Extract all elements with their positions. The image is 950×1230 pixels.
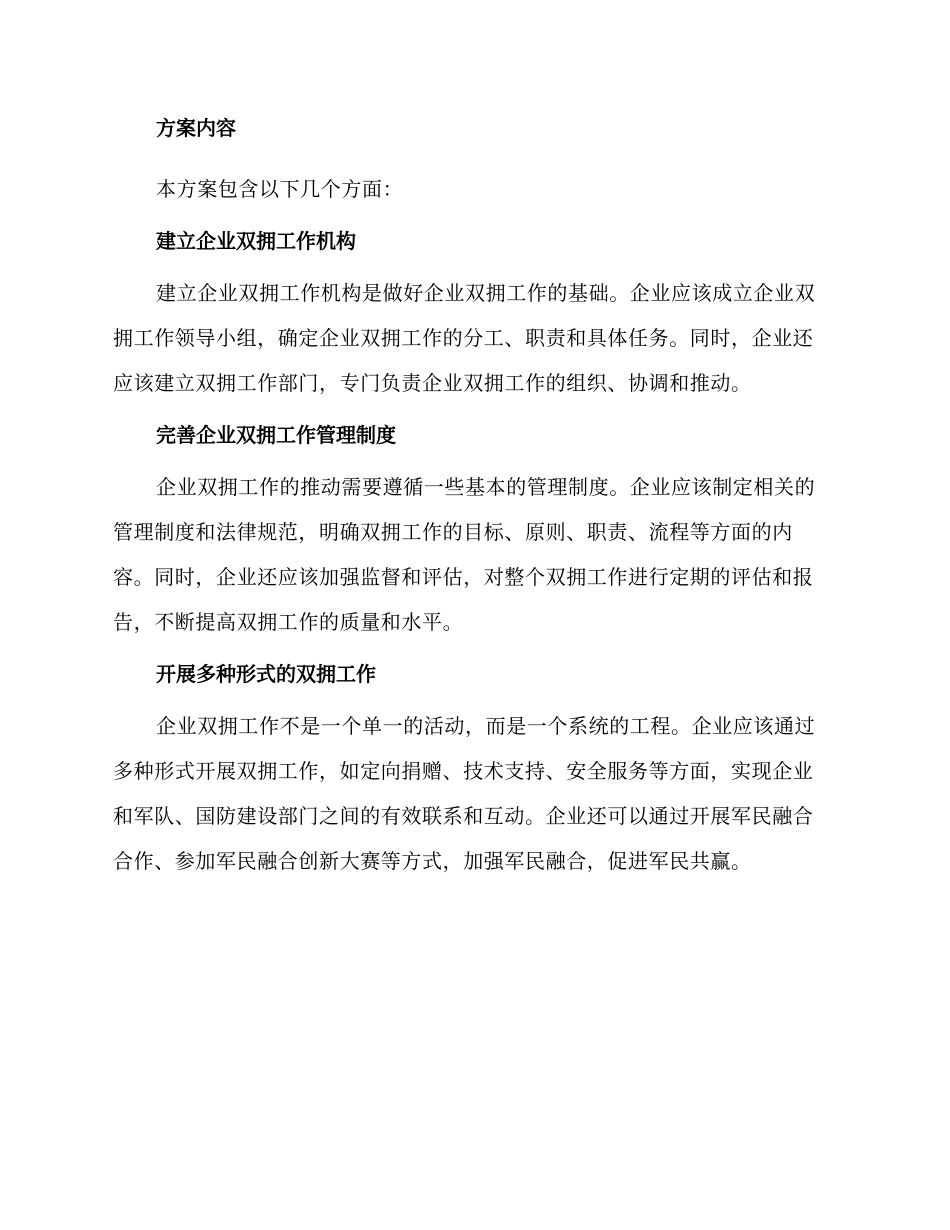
document-body	[113, 112, 833, 884]
subsection-heading-3: 开展多种形式的双拥工作	[156, 662, 376, 686]
intro-paragraph: 本方案包含以下几个方面：	[156, 177, 404, 201]
subsection-body-2: 企业双拥工作的推动需要遵循一些基本的管理制度。企业应该制定相关的管理制度和法律规范，明确双拥工作的目标、原则、职责、流程等方面的内容。同时，企业还应该加强监督和评估，对整个双拥工作进行定期的评估和报告，不断提高双拥工作的质量和水平。	[113, 475, 816, 634]
subsection-body-1: 建立企业双拥工作机构是做好企业双拥工作的基础。企业应该成立企业双拥工作领导小组，确定企业双拥工作的分工、职责和具体任务。同时，企业还应该建立双拥工作部门，专门负责企业双拥工作的组织、协调和推动。	[113, 281, 816, 395]
section-title: 方案内容	[156, 116, 236, 140]
subsection-heading-1: 建立企业双拥工作机构	[156, 229, 356, 253]
subsection-body-3: 企业双拥工作不是一个单一的活动，而是一个系统的工程。企业应该通过多种形式开展双拥工作，如定向捐赠、技术支持、安全服务等方面，实现企业和军队、国防建设部门之间的有效联系和互动。企业还可以通过开展军民融合合作、参加军民融合创新大赛等方式，加强军民融合，促进军民共赢。	[113, 714, 816, 873]
subsection-heading-2: 完善企业双拥工作管理制度	[156, 423, 396, 447]
